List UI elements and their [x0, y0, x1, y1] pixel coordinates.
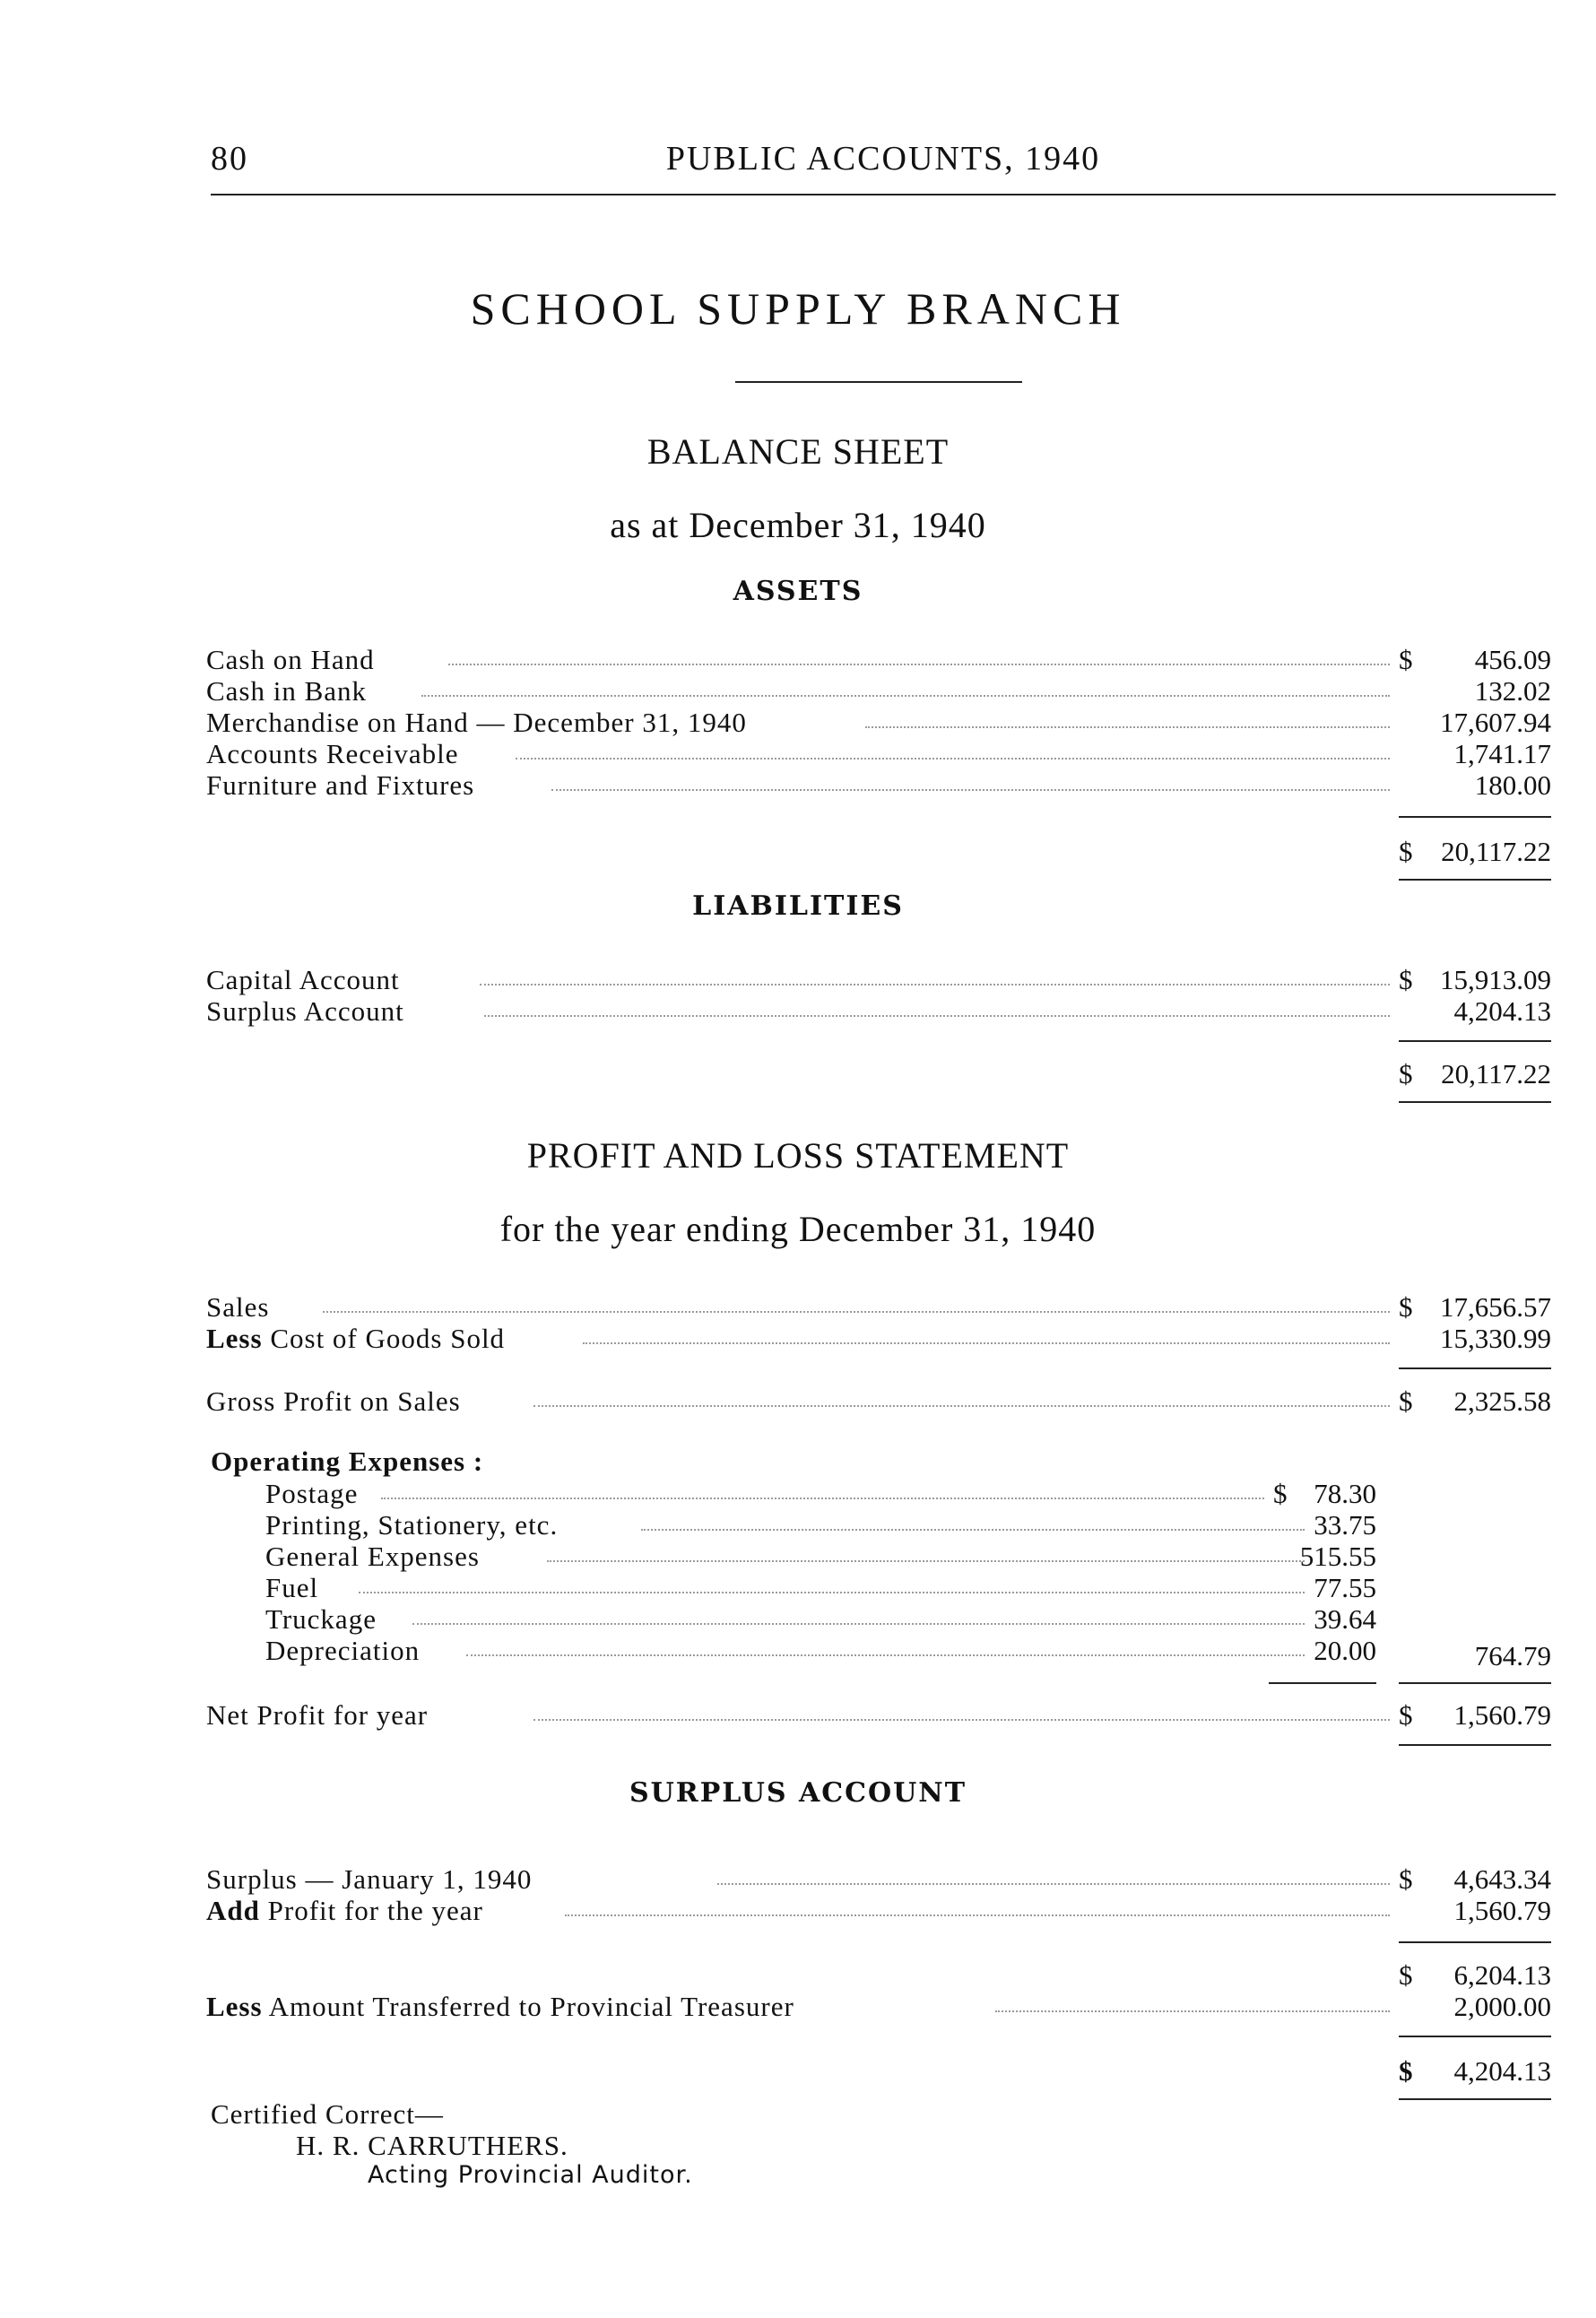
leader-dots — [359, 1592, 1305, 1593]
subtotal-rule — [1399, 2036, 1551, 2037]
row-label — [206, 1991, 794, 2023]
surplus-opening-row — [206, 1863, 1551, 1896]
total-rule — [1399, 1101, 1551, 1103]
surplus-heading: SURPLUS ACCOUNT — [629, 1777, 967, 1809]
leader-dots — [583, 1342, 1390, 1344]
liabilities-total-row — [206, 1058, 1551, 1090]
gross-profit-row — [206, 1385, 1551, 1418]
header-rule — [211, 194, 1556, 195]
surplus-closing: 4,204.13 — [1453, 2055, 1551, 2087]
less-label: Amount Transferred to Provincial Treasurer — [268, 1991, 794, 2022]
subtotal-rule — [1399, 816, 1551, 818]
row-amount: 4,204.13 — [1453, 995, 1551, 1027]
row-label: Cash in Bank — [206, 675, 368, 707]
dollar-sign: $ — [1399, 964, 1413, 995]
running-title: PUBLIC ACCOUNTS, 1940 — [665, 140, 1101, 178]
row-amount: 4,643.34 — [1453, 1863, 1551, 1895]
dollar-sign: $ — [1273, 1478, 1288, 1509]
row-label: Cash on Hand — [206, 644, 375, 675]
expenses-rule — [1269, 1682, 1376, 1684]
asset-row — [206, 769, 1551, 802]
expense-row — [206, 1541, 1551, 1573]
expense-row — [206, 1509, 1551, 1541]
row-label: Merchandise on Hand — December 31, 1940 — [206, 707, 747, 738]
less-word: Less — [206, 1323, 263, 1354]
surplus-closing-row — [206, 2055, 1551, 2088]
row-amount: 2,000.00 — [1453, 1991, 1551, 2022]
row-amount: 33.75 — [1314, 1509, 1376, 1541]
expense-row — [206, 1478, 1551, 1510]
total-rule — [1399, 879, 1551, 881]
signatory-title: Acting Provincial Auditor. — [368, 2161, 693, 2189]
row-label: Surplus — January 1, 1940 — [206, 1863, 533, 1895]
row-label: Printing, Stationery, etc. — [265, 1509, 559, 1541]
subtotal-rule — [1399, 1682, 1551, 1684]
row-amount: 180.00 — [1474, 769, 1551, 801]
dollar-sign: $ — [1399, 1863, 1413, 1895]
row-amount: 2,325.58 — [1453, 1385, 1551, 1417]
dollar-sign: $ — [1399, 644, 1413, 675]
row-label: Depreciation — [265, 1635, 421, 1666]
row-label: Sales — [206, 1291, 270, 1323]
row-amount: 39.64 — [1314, 1603, 1376, 1635]
leader-dots — [484, 1015, 1390, 1017]
dollar-sign: $ — [1399, 1959, 1413, 1991]
dollar-sign: $ — [1399, 836, 1413, 867]
net-profit-row — [206, 1699, 1551, 1732]
expense-row — [206, 1603, 1551, 1636]
leader-dots — [641, 1529, 1305, 1531]
branch-title: SCHOOL SUPPLY BRANCH — [470, 283, 1126, 334]
leader-dots — [995, 2010, 1390, 2012]
subtotal-rule — [1399, 1040, 1551, 1042]
dollar-sign: $ — [1399, 1385, 1413, 1417]
row-amount: 1,741.17 — [1453, 738, 1551, 769]
assets-total-row — [206, 836, 1551, 868]
leader-dots — [565, 1914, 1390, 1916]
assets-total: 20,117.22 — [1441, 836, 1551, 867]
operating-expenses-total: 764.79 — [1474, 1640, 1551, 1671]
leader-dots — [551, 789, 1390, 791]
asset-row — [206, 738, 1551, 770]
row-label: Capital Account — [206, 964, 400, 995]
liability-row — [206, 995, 1551, 1028]
row-amount: 17,607.94 — [1440, 707, 1551, 738]
row-amount: 77.55 — [1314, 1572, 1376, 1603]
leader-dots — [412, 1623, 1305, 1625]
row-amount: 15,913.09 — [1440, 964, 1551, 995]
surplus-subtotal-row — [206, 1959, 1551, 1992]
profit-loss-date: for the year ending December 31, 1940 — [499, 1209, 1097, 1249]
row-amount: 515.55 — [1299, 1541, 1376, 1572]
row-label: Furniture and Fixtures — [206, 769, 475, 801]
row-label — [206, 1895, 483, 1927]
row-amount: 456.09 — [1474, 644, 1551, 675]
row-amount: 132.02 — [1474, 675, 1551, 707]
row-label: Surplus Account — [206, 995, 404, 1027]
dollar-sign: $ — [1399, 2055, 1413, 2087]
row-label: Net Profit for year — [206, 1699, 429, 1731]
signatory-name: H. R. CARRUTHERS. — [296, 2130, 568, 2161]
surplus-less-row — [206, 1991, 1551, 2023]
dollar-sign: $ — [1399, 1699, 1413, 1731]
row-amount: 1,560.79 — [1453, 1699, 1551, 1731]
cogs-label: Cost of Goods Sold — [270, 1323, 506, 1354]
expense-row — [206, 1572, 1551, 1604]
liability-row — [206, 964, 1551, 996]
leader-dots — [381, 1498, 1264, 1499]
row-amount: 20.00 — [1314, 1635, 1376, 1666]
leader-dots — [533, 1405, 1390, 1407]
leader-dots — [516, 758, 1390, 760]
leader-dots — [466, 1654, 1305, 1656]
row-label: Fuel — [265, 1572, 319, 1603]
liabilities-total: 20,117.22 — [1441, 1058, 1551, 1090]
leader-dots — [533, 1719, 1390, 1721]
row-amount: 78.30 — [1314, 1478, 1376, 1509]
leader-dots — [448, 664, 1390, 665]
row-label: Gross Profit on Sales — [206, 1385, 461, 1417]
row-label: Postage — [265, 1478, 359, 1509]
row-amount: 15,330.99 — [1440, 1323, 1551, 1354]
page-number: 80 — [211, 140, 248, 178]
row-label — [206, 1323, 505, 1355]
profit-loss-title: PROFIT AND LOSS STATEMENT — [526, 1135, 1070, 1176]
running-head — [211, 139, 1556, 184]
dollar-sign: $ — [1399, 1058, 1413, 1090]
leader-dots — [717, 1883, 1390, 1885]
subtotal-rule — [1399, 1941, 1551, 1943]
row-label: General Expenses — [265, 1541, 480, 1572]
surplus-add-row — [206, 1895, 1551, 1927]
balance-sheet-title: BALANCE SHEET — [646, 431, 950, 472]
certification-line: Certified Correct— — [211, 2098, 444, 2130]
asset-row — [206, 675, 1551, 708]
assets-heading: ASSETS — [733, 576, 863, 607]
subtotal-rule — [1399, 1367, 1551, 1369]
total-rule — [1399, 2098, 1551, 2100]
asset-row — [206, 707, 1551, 739]
expense-row — [206, 1635, 1551, 1671]
row-label: Truckage — [265, 1603, 377, 1635]
surplus-subtotal: 6,204.13 — [1453, 1959, 1551, 1991]
liabilities-heading: LIABILITIES — [692, 890, 904, 922]
leader-dots — [865, 726, 1390, 728]
total-rule — [1399, 1744, 1551, 1746]
leader-dots — [480, 984, 1390, 985]
operating-expenses-heading: Operating Expenses : — [211, 1445, 484, 1477]
add-label: Profit for the year — [267, 1895, 483, 1926]
leader-dots — [323, 1311, 1390, 1313]
row-label: Accounts Receivable — [206, 738, 459, 769]
dollar-sign: $ — [1399, 1291, 1413, 1323]
less-word: Less — [206, 1991, 263, 2022]
sales-row — [206, 1291, 1551, 1324]
leader-dots — [421, 695, 1390, 697]
cogs-row — [206, 1323, 1551, 1355]
row-amount: 17,656.57 — [1440, 1291, 1551, 1323]
balance-sheet-date: as at December 31, 1940 — [610, 505, 986, 545]
leader-dots — [547, 1560, 1305, 1562]
title-rule — [735, 381, 1022, 383]
add-word: Add — [206, 1895, 260, 1926]
asset-row — [206, 644, 1551, 676]
row-amount: 1,560.79 — [1453, 1895, 1551, 1926]
